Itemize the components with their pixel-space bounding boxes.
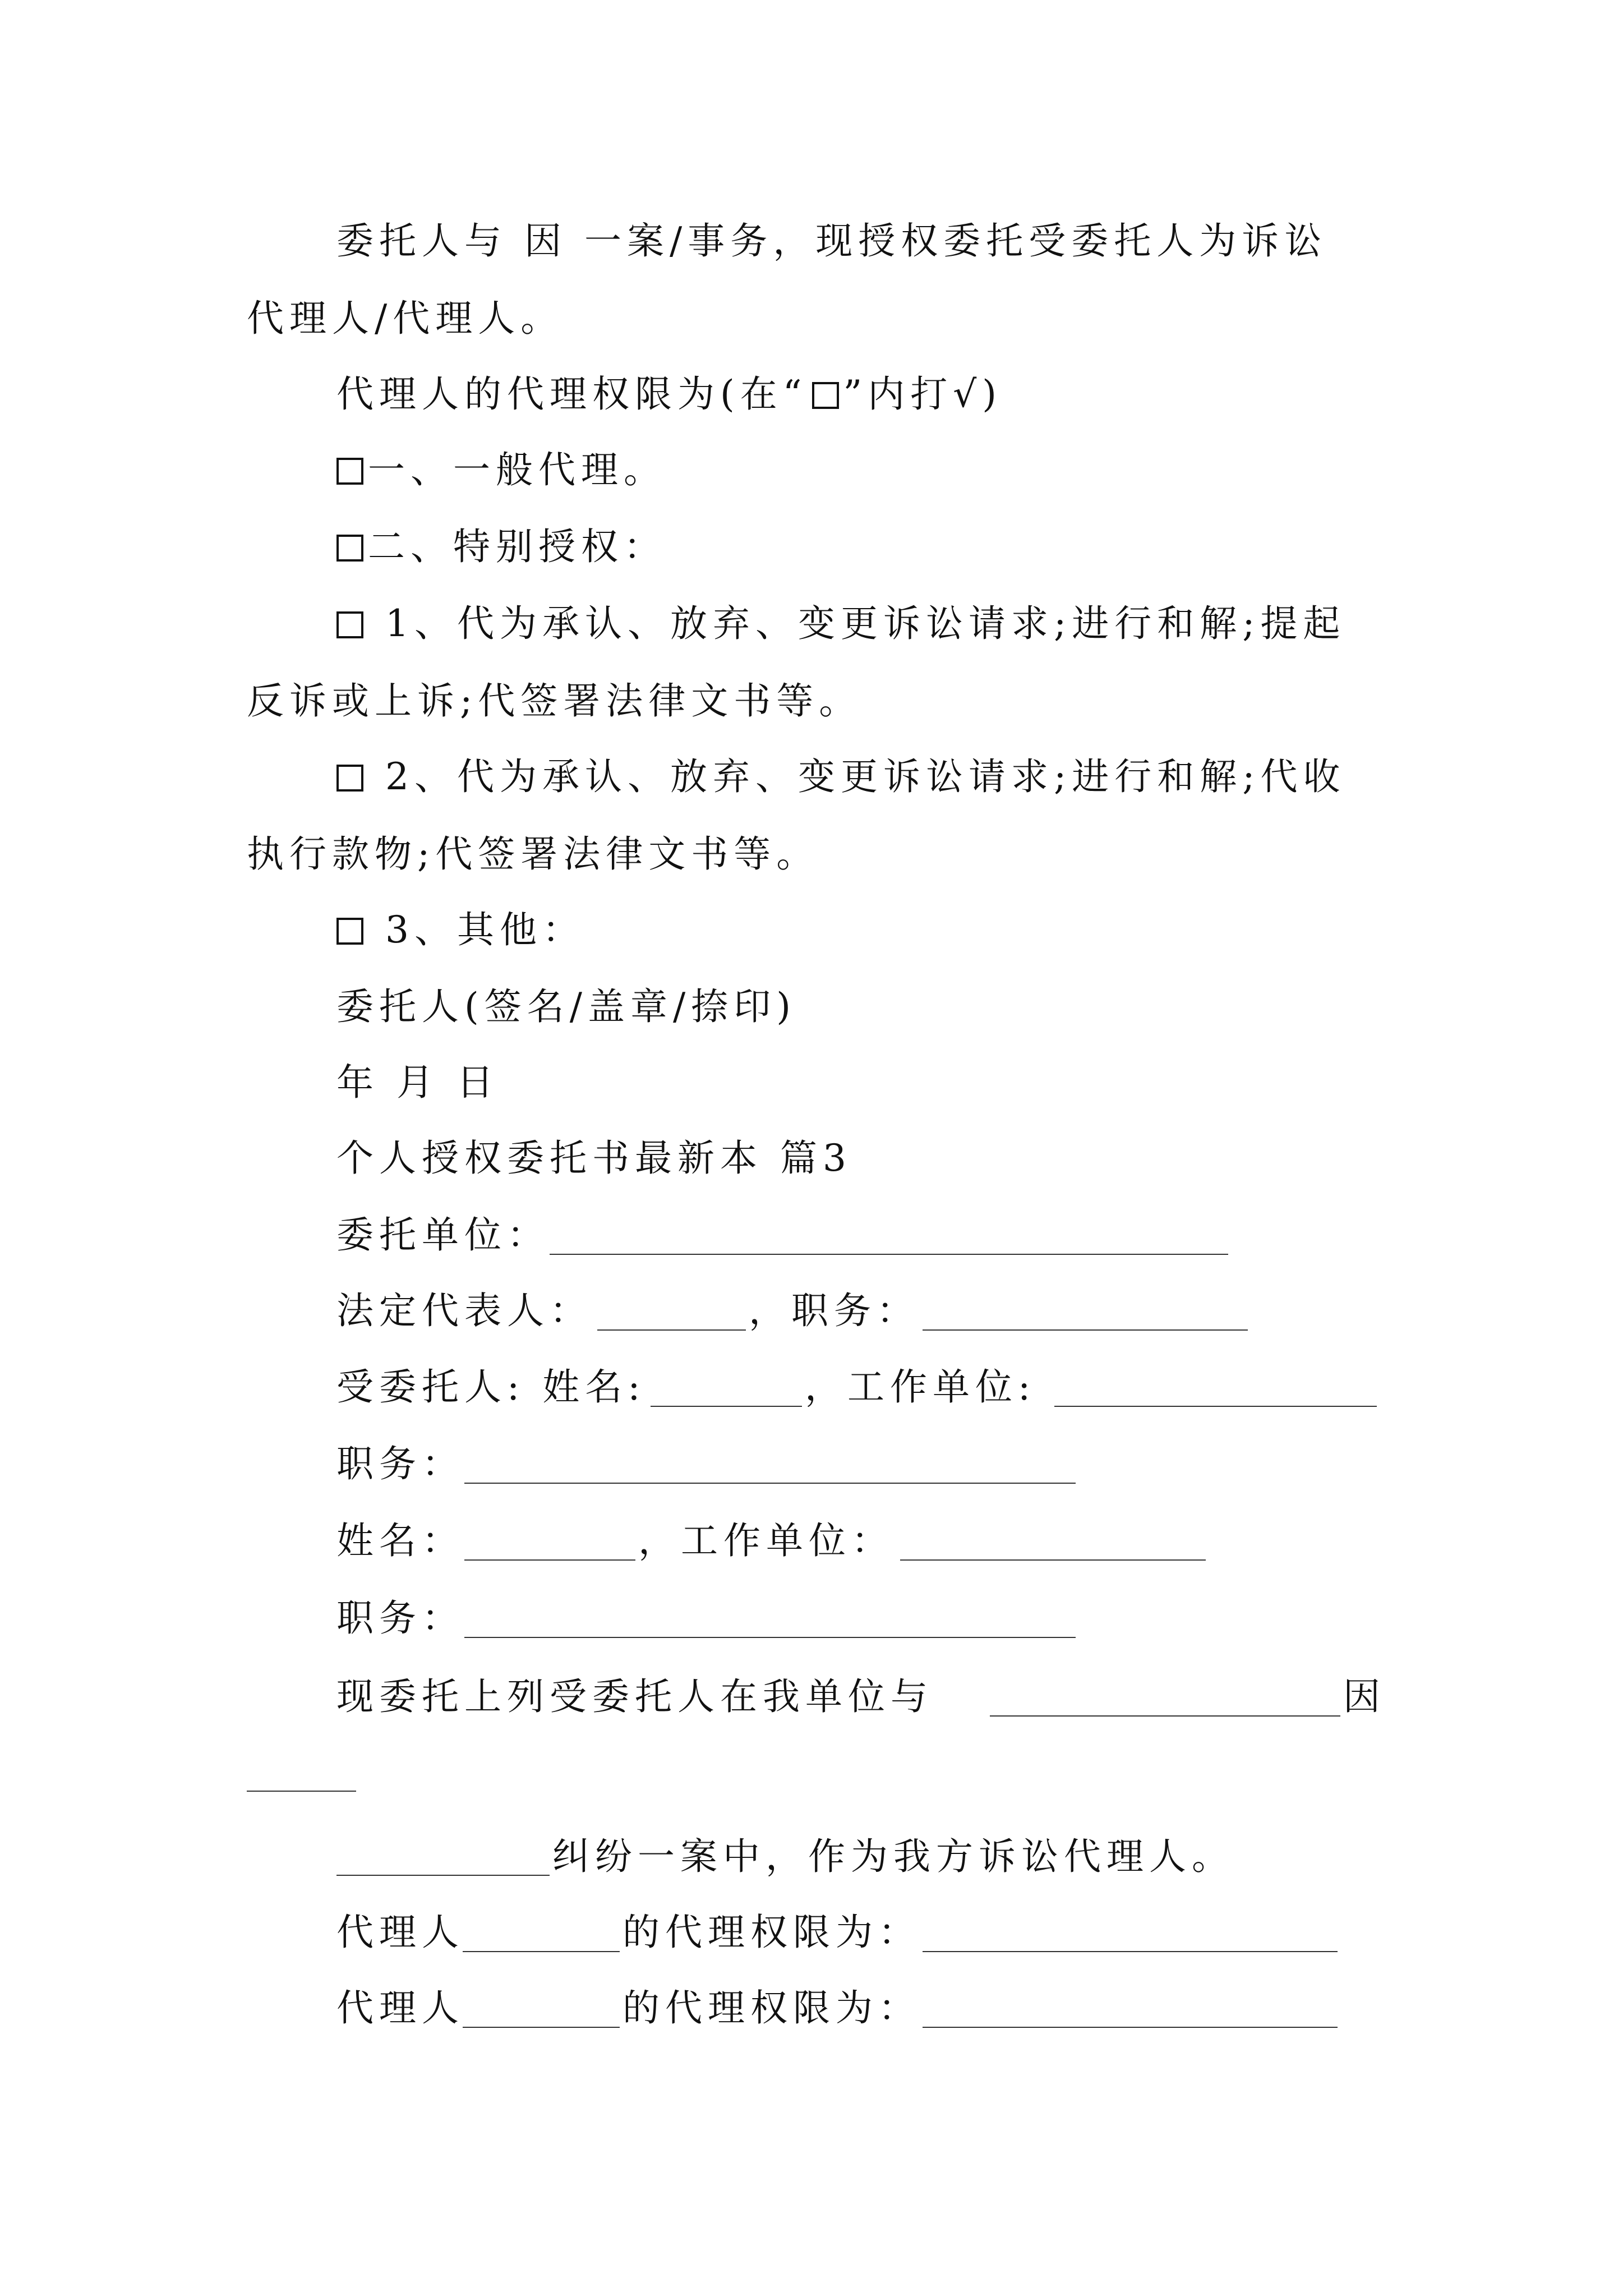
- checkbox-icon: [812, 382, 839, 409]
- work-unit-field-2[interactable]: [900, 1559, 1206, 1561]
- legal-rep-row: [336, 1286, 592, 1336]
- signer-label: 委托人(签名/盖章/捺印): [336, 985, 796, 1028]
- position-row-1: [336, 1439, 464, 1489]
- option-label: 1、代为承认、放弃、变更诉讼请求;进行和解;提起: [368, 602, 1346, 645]
- agent-scope-row-a: [336, 1907, 464, 1958]
- field-label: 法定代表人：: [336, 1289, 592, 1332]
- name-field-2[interactable]: [464, 1559, 635, 1561]
- option-general-agency: [336, 445, 666, 495]
- checkbox[interactable]: [336, 535, 363, 562]
- body-text: 纠纷一案中，作为我方诉讼代理人。: [552, 1835, 1234, 1878]
- name-row-2: [336, 1516, 464, 1566]
- section-heading: 个人授权委托书最新本 篇3: [336, 1137, 852, 1180]
- section-title: [336, 1133, 852, 1184]
- position-row-2: [336, 1593, 464, 1644]
- field-label: 代理人: [336, 1911, 464, 1954]
- agent-work-unit-field[interactable]: [1054, 1406, 1377, 1407]
- option-label: 二、特别授权：: [368, 525, 666, 568]
- agent-scope-row-b: [336, 1983, 464, 2033]
- body-text: 因: [1343, 1675, 1386, 1718]
- option-item-1-cont: [247, 676, 861, 726]
- counterparty-field[interactable]: [990, 1715, 1340, 1717]
- scope-label-wrap-a: [623, 1907, 921, 1958]
- cause-field[interactable]: [336, 1875, 550, 1876]
- instruction-text: ”内打√): [843, 372, 1003, 416]
- field-label: 的代理权限为：: [623, 1911, 921, 1954]
- agent-row: [336, 1362, 645, 1412]
- option-label: 反诉或上诉;代签署法律文书等。: [247, 679, 862, 723]
- date-line: [336, 1057, 499, 1108]
- position-field-1[interactable]: [464, 1483, 1076, 1484]
- body-text: 代理人/代理人。: [247, 297, 564, 340]
- entrust-unit-field[interactable]: [550, 1254, 1228, 1255]
- option-label: 2、代为承认、放弃、变更诉讼请求;进行和解;代收: [368, 755, 1346, 798]
- field-label: 受委托人: 姓名:: [336, 1365, 646, 1409]
- agent-a-scope-field[interactable]: [923, 1951, 1338, 1952]
- date-label: 年 月 日: [336, 1061, 499, 1104]
- instruction-text: 代理人的代理权限为(在“: [336, 372, 808, 416]
- scope-instruction: [336, 369, 1002, 420]
- field-label: 代理人: [336, 1986, 464, 2030]
- option-item-2-cont: [247, 829, 819, 880]
- body-text: 现委托上列受委托人在我单位与: [336, 1675, 933, 1718]
- field-label: ，职务：: [749, 1289, 919, 1332]
- checkbox[interactable]: [336, 918, 363, 945]
- position-label-wrap: [749, 1286, 919, 1336]
- option-item-1: [336, 599, 1345, 649]
- field-label: ，工作单位：: [638, 1519, 894, 1562]
- body-text: 委托人与 因 一案/事务，现授权委托受委托人为诉讼: [336, 219, 1327, 263]
- agent-name-field[interactable]: [651, 1406, 802, 1407]
- field-label: 委托单位：: [336, 1213, 550, 1257]
- option-item-2: [336, 752, 1345, 802]
- scope-label-wrap-b: [623, 1983, 921, 2033]
- dispute-text-row: [552, 1832, 1234, 1882]
- field-label: 职务：: [336, 1596, 464, 1640]
- option-special-authorization: [336, 522, 666, 572]
- option-item-3: [336, 905, 585, 955]
- agent-b-scope-field[interactable]: [923, 2027, 1338, 2028]
- cause-field-start[interactable]: [247, 1791, 356, 1792]
- signer-line: [336, 982, 796, 1032]
- field-label: ，工作单位:: [805, 1365, 1036, 1409]
- legal-rep-field[interactable]: [597, 1329, 746, 1331]
- option-label: 执行款物;代签署法律文书等。: [247, 832, 819, 876]
- position-field-2[interactable]: [464, 1637, 1076, 1638]
- work-unit-label-wrap-2: [638, 1516, 894, 1566]
- entrust-text-row: [336, 1672, 933, 1722]
- agent-b-name-field[interactable]: [463, 2027, 620, 2028]
- legal-rep-position-field[interactable]: [923, 1329, 1248, 1331]
- field-label: 的代理权限为：: [623, 1986, 921, 2030]
- agent-a-name-field[interactable]: [463, 1951, 620, 1952]
- checkbox[interactable]: [336, 611, 363, 638]
- field-label: 姓名：: [336, 1519, 464, 1562]
- paragraph-line: [247, 293, 563, 344]
- paragraph-line: [336, 216, 1327, 266]
- option-label: 一、一般代理。: [368, 448, 666, 491]
- work-unit-label-wrap: [805, 1362, 1036, 1412]
- entrust-unit-row: [336, 1210, 550, 1260]
- checkbox[interactable]: [336, 765, 363, 792]
- option-label: 3、其他：: [368, 908, 585, 951]
- checkbox[interactable]: [336, 458, 363, 485]
- because-wrap: [1343, 1672, 1386, 1722]
- field-label: 职务：: [336, 1442, 464, 1485]
